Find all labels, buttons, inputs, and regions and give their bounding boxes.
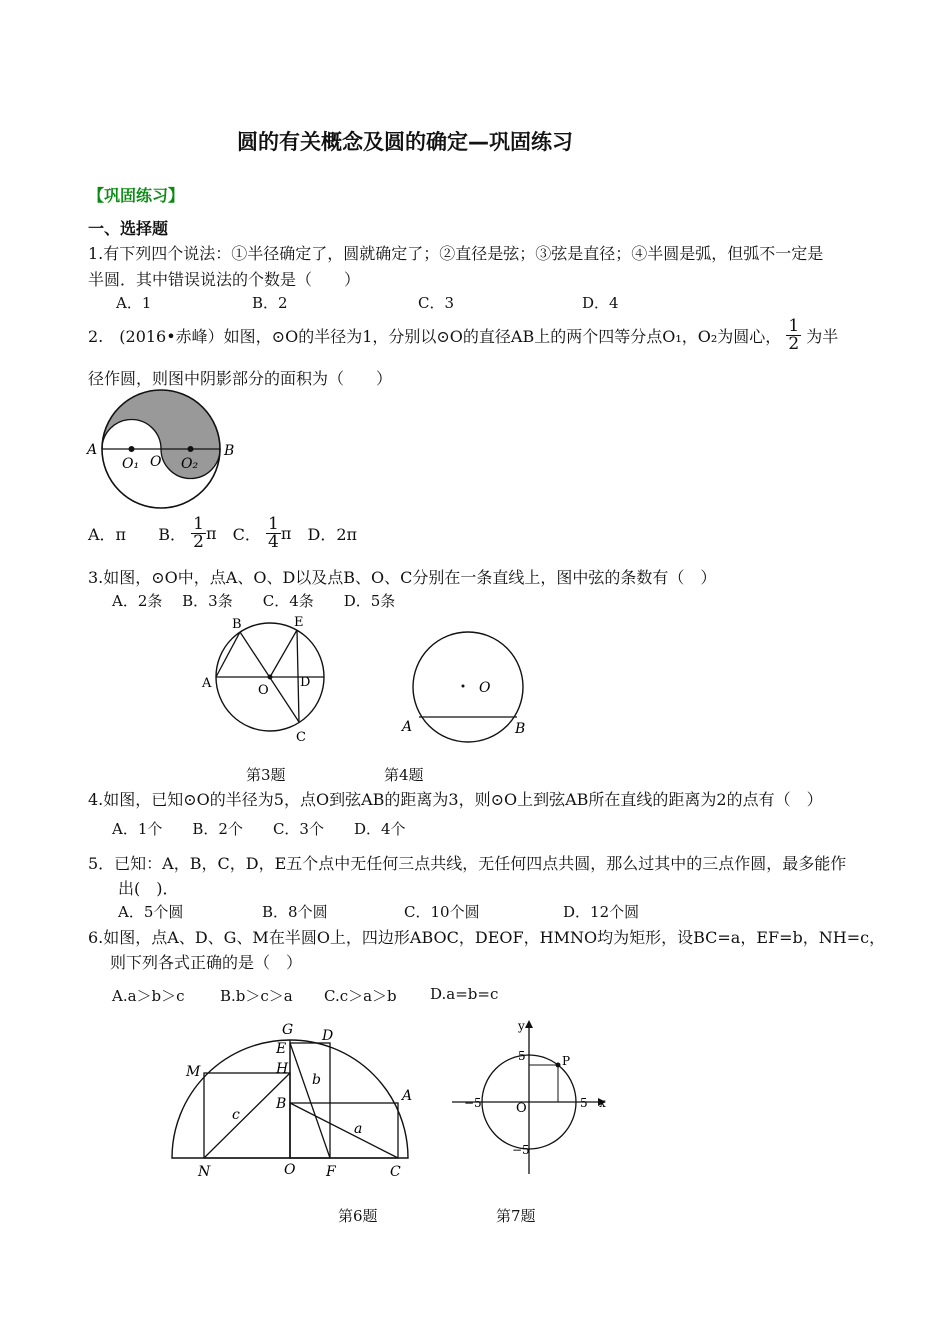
q3-options: A．2条 B．3条 C．4条 D．5条 — [112, 592, 396, 610]
q4-center-point — [462, 685, 465, 688]
q3-label-e: E — [294, 615, 304, 630]
q6-option-c: C.c＞a＞b — [324, 987, 397, 1005]
q6-label-n: N — [198, 1164, 211, 1180]
q3-center-point — [268, 675, 273, 680]
q7-point-p — [556, 1063, 561, 1068]
q5-option-a: A．5个圆 — [118, 903, 184, 921]
q2-option-b: B． — [158, 525, 187, 544]
q1-line1: 1.有下列四个说法：①半径确定了，圆就确定了；②直径是弦；③弦是直径；④半圆是弧，但弧不一定是 — [88, 244, 824, 263]
q2-label-o: O — [150, 454, 162, 470]
q6-label-c: C — [390, 1164, 401, 1180]
q2-option-c: C． — [232, 525, 261, 544]
q4-line1: 4.如图，已知⊙O的半径为5，点O到弦AB的距离为3，则⊙O上到弦AB所在直线的距离为2的点有（ ） — [88, 790, 823, 809]
q2-options — [88, 516, 357, 551]
q6-label-c-small: c — [232, 1107, 240, 1123]
q7-figure — [446, 1014, 616, 1180]
q2-point-o1 — [129, 446, 135, 452]
q2-option-c-den: 4 — [268, 532, 279, 552]
q2-radius-fraction — [786, 318, 801, 353]
q2-label-b: B — [224, 443, 235, 459]
q6-diagonal-nh — [204, 1073, 290, 1158]
q5-line2: 出( )． — [118, 879, 179, 898]
q6-label-e: E — [276, 1041, 287, 1057]
q1-option-d: D．4 — [582, 294, 619, 312]
q2-figure — [84, 384, 240, 510]
q6-diagonal-bc — [290, 1103, 398, 1158]
q5-line1: 5．已知：A，B，C，D，E五个点中无任何三点共线，无任何四点共圆，那么过其中的三点作圆，最多能作 — [88, 854, 847, 873]
q1-option-c: C．3 — [418, 294, 455, 312]
q3-label-c: C — [296, 730, 306, 745]
q4-circle — [413, 632, 526, 742]
section-tag: 【巩固练习】 — [88, 186, 185, 205]
q4-label-o: O — [479, 680, 491, 696]
q1-option-a: A．1 — [116, 294, 152, 312]
q2-frac-num: 1 — [788, 316, 800, 336]
q6-option-a: A.a＞b＞c — [112, 987, 185, 1005]
q2-option-b-num: 1 — [193, 514, 204, 534]
q3-label-o: O — [258, 683, 269, 698]
q6-line1: 6.如图，点A、D、G、M在半圆O上，四边形ABOC，DEOF，HMNO均为矩形，设BC=a，EF=b，NH=c， — [88, 928, 886, 947]
page-title: 圆的有关概念及圆的确定—巩固练习 — [237, 130, 573, 154]
q2-line1-post: 为半 — [806, 327, 839, 346]
q3-label-b: B — [232, 617, 242, 632]
q7-label-x: x — [599, 1096, 606, 1110]
q5-option-b: B．8个圆 — [262, 903, 328, 921]
q7-label-y: y — [518, 1019, 525, 1033]
q2-line2: 径作圆，则图中阴影部分的面积为（ ） — [88, 369, 393, 388]
q7-tick-x5: 5 — [580, 1096, 588, 1110]
q6-label-o: O — [284, 1162, 296, 1178]
q6-label-a: A — [402, 1088, 413, 1104]
q4-label-b: B — [515, 721, 526, 737]
q2-option-c-num: 1 — [268, 514, 279, 534]
q2-line1-pre: 2. (2016•赤峰）如图，⊙O的半径为1，分别以⊙O的直径AB上的两个四等分点O₁，O₂为圆心， — [88, 327, 782, 346]
caption-fig4: 第4题 — [384, 766, 424, 784]
caption-fig3: 第3题 — [246, 766, 286, 784]
q2-option-b-pi: π — [205, 524, 217, 543]
q7-label-o: O — [516, 1101, 527, 1116]
q7-tick-yneg5: −5 — [512, 1143, 530, 1157]
q4-label-a: A — [402, 719, 413, 735]
q5-option-c: C．10个圆 — [404, 903, 480, 921]
q7-tick-y5: 5 — [518, 1049, 526, 1063]
q2-label-o1: O₁ — [122, 456, 140, 472]
q2-option-b-den: 2 — [193, 532, 204, 552]
q4-figure — [396, 630, 536, 750]
q3-label-d: D — [300, 675, 311, 690]
q6-option-b: B.b＞c＞a — [220, 987, 293, 1005]
q6-option-d: D.a=b=c — [430, 985, 499, 1003]
q6-label-b: B — [276, 1096, 287, 1112]
q6-label-h: H — [276, 1061, 289, 1077]
q2-label-o2: O₂ — [181, 456, 199, 472]
q6-label-g: G — [282, 1022, 294, 1038]
q2-option-c-fraction — [266, 516, 281, 551]
q2-line1 — [88, 318, 838, 353]
q3-label-a: A — [202, 676, 212, 691]
q6-label-b-small: b — [312, 1072, 321, 1088]
q3-line1: 3.如图，⊙O中，点A、O、D以及点B、O、C分别在一条直线上，图中弦的条数有（ ） — [88, 568, 717, 587]
q1-line2: 半圆．其中错误说法的个数是（ ） — [88, 270, 361, 289]
q7-label-p: P — [562, 1054, 571, 1068]
q6-figure — [166, 1016, 436, 1180]
caption-fig6: 第6题 — [338, 1207, 378, 1225]
section-heading: 一、选择题 — [88, 219, 169, 238]
q7-tick-xneg5: −5 — [464, 1096, 482, 1110]
q6-label-a-small: a — [354, 1121, 363, 1137]
q3-chord-ec — [297, 630, 299, 722]
q6-label-d: D — [322, 1028, 334, 1044]
q3-chord-ab — [216, 632, 240, 677]
q2-point-o2 — [188, 446, 194, 452]
q1-option-b: B．2 — [252, 294, 288, 312]
q6-line2: 则下列各式正确的是（ ） — [110, 953, 303, 972]
q6-diagonal-ef — [290, 1043, 330, 1158]
q4-options: A．1个 B．2个 C．3个 D．4个 — [112, 820, 406, 838]
q2-option-a: A．π — [88, 525, 127, 544]
q2-option-b-fraction — [191, 516, 206, 551]
q5-option-d: D．12个圆 — [563, 903, 640, 921]
q2-frac-den: 2 — [788, 334, 800, 354]
q6-label-m: M — [186, 1064, 201, 1080]
q3-segment-oe — [270, 630, 297, 677]
q2-option-d: D．2π — [307, 525, 358, 544]
q6-label-f: F — [326, 1164, 336, 1180]
q7-y-arrow — [525, 1020, 533, 1028]
caption-fig7: 第7题 — [496, 1207, 536, 1225]
q3-figure — [196, 612, 326, 748]
q2-label-a: A — [87, 442, 98, 458]
q2-option-c-pi: π — [280, 524, 292, 543]
